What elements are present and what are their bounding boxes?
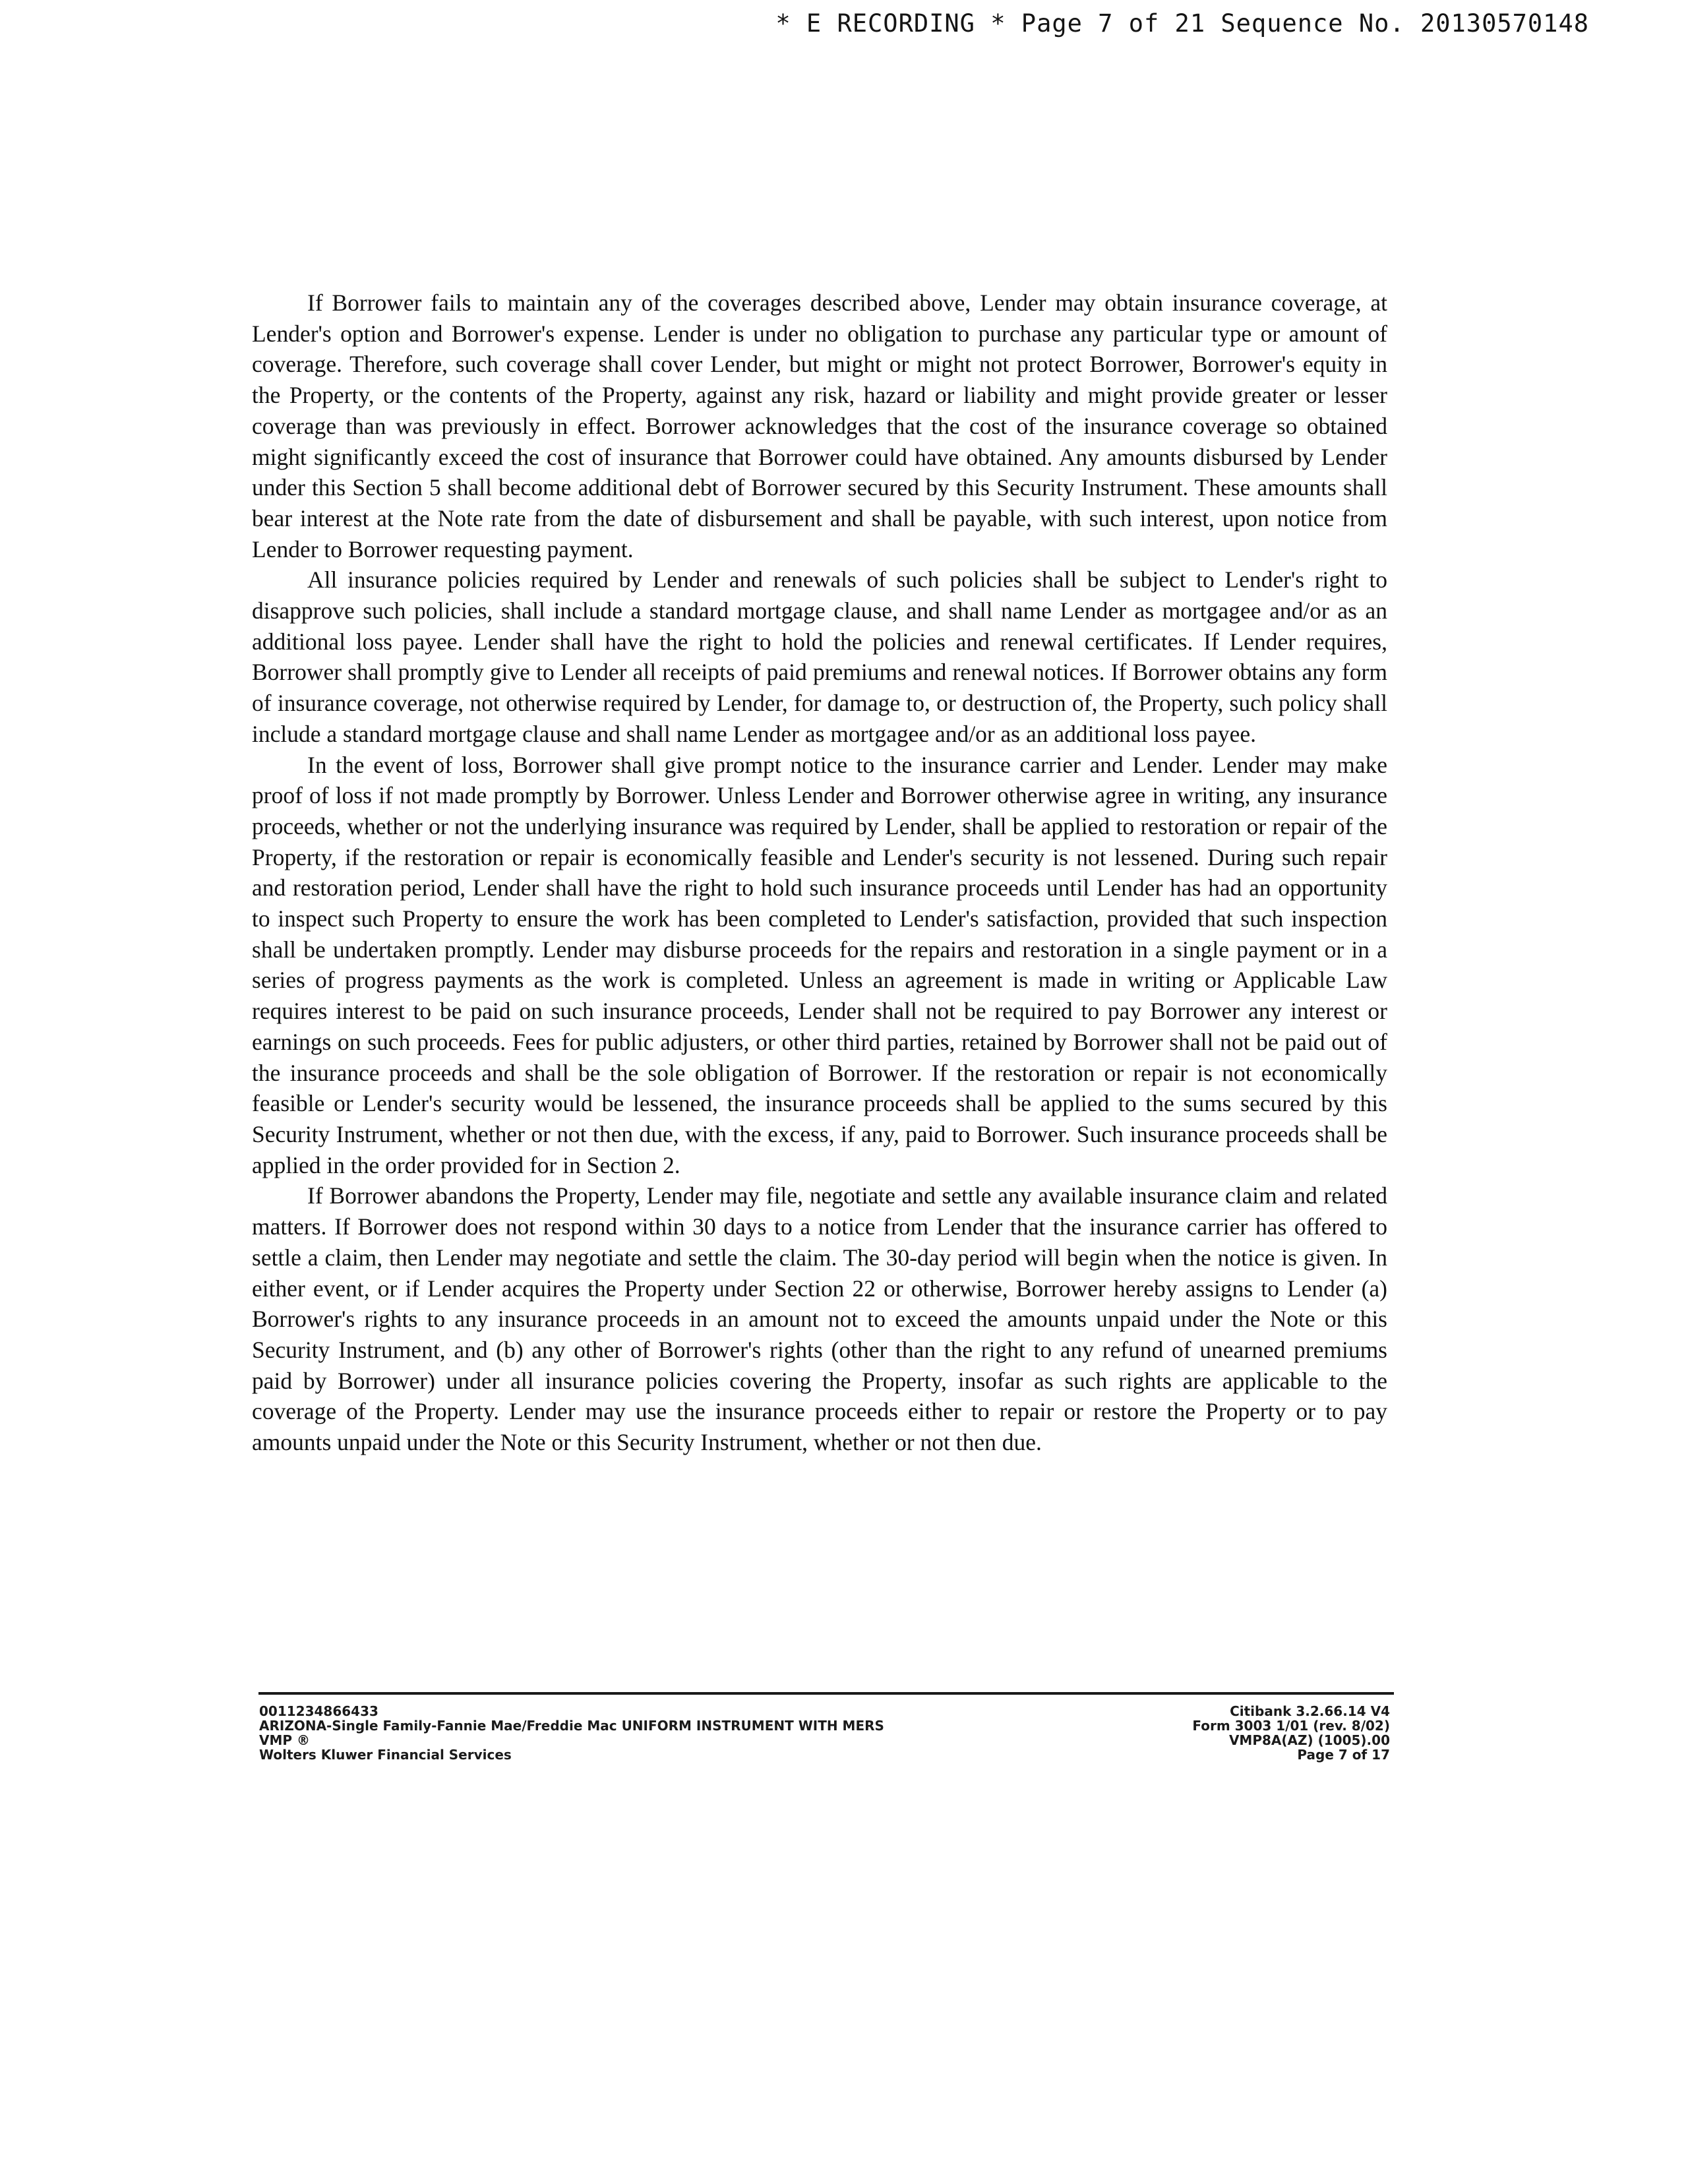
paragraph-event-of-loss: In the event of loss, Borrower shall give prompt notice to the insurance carrier and Lender. Lender may make proof of loss if not made promptly by Borrower. Unless Lender and Borrower otherwise agree in writing, any insurance proceeds, whether or not the underlying insurance was required by Lender, shall be applied to restoration or repair of the Property, if the restoration or repair is economically feasible and Lender's security is not lessened. During such repair and restoration period, Lender shall have the right to hold such insurance proceeds until Lender has had an opportunity to inspect such Property to ensure the work has been completed to Lender's satisfaction, provided that such inspection shall be undertaken promptly. Lender may disburse proceeds for the repairs and restoration in a single payment or in a series of progress payments as the work is completed. Unless an agreement is made in writing or Applicable Law requires interest to be paid on such insurance proceeds, Lender shall not be required to pay Borrower any interest or earnings on such proceeds. Fees for public adjusters, or other third parties, retained by Borrower shall not be paid out of the insurance proceeds and shall be the sole obligation of Borrower. If the restoration or repair is not economically feasible or Lender's security would be lessened, the insurance proceeds shall be applied to the sums secured by this Security Instrument, whether or not then due, with the excess, if any, paid to Borrower. Such insurance proceeds shall be applied in the order provided for in Section 2. [252, 751, 1387, 1178]
document-body [252, 288, 1387, 1458]
vmp-code: VMP8A(AZ) (1005).00 [1228, 1732, 1390, 1748]
form-title: ARIZONA-Single Family-Fannie Mae/Freddie Mac UNIFORM INSTRUMENT WITH MERS [259, 1718, 884, 1734]
footer-left-block [259, 1704, 884, 1762]
lender-version: Citibank 3.2.66.14 V4 [1230, 1703, 1390, 1719]
recording-header: * E RECORDING * Page 7 of 21 Sequence No. 20130570148 [775, 9, 1589, 38]
footer-divider [258, 1692, 1394, 1695]
paragraph-abandonment: If Borrower abandons the Property, Lender may file, negotiate and settle any available insurance claim and related matters. If Borrower does not respond within 30 days to a notice from Lender that the insurance carrier has offered to settle a claim, then Lender may negotiate and settle the claim. The 30-day period will begin when the notice is given. In either event, or if Lender acquires the Property under Section 22 or otherwise, Borrower hereby assigns to Lender (a) Borrower's rights to any insurance proceeds in an amount not to exceed the amounts unpaid under the Note or this Security Instrument, and (b) any other of Borrower's rights (other than the right to any refund of unearned premiums paid by Borrower) under all insurance policies covering the Property, insofar as such rights are applicable to the coverage of the Property. Lender may use the insurance proceeds either to repair or restore the Property or to pay amounts unpaid under the Note or this Security Instrument, whether or not then due. [252, 1182, 1387, 1456]
loan-number: 0011234866433 [259, 1703, 378, 1719]
paragraph-insurance-policies: All insurance policies required by Lender and renewals of such policies shall be subject to Lender's right to disapprove such policies, shall include a standard mortgage clause, and shall name Lender as mortgagee and/or as an additional loss payee. Lender shall have the right to hold the policies and renewal certificates. If Lender requires, Borrower shall promptly give to Lender all receipts of paid premiums and renewal notices. If Borrower obtains any form of insurance coverage, not otherwise required by Lender, for damage to, or destruction of, the Property, such policy shall include a standard mortgage clause and shall name Lender as mortgagee and/or as an additional loss payee. [252, 566, 1387, 747]
footer-right-block [1192, 1704, 1390, 1762]
paragraph-insurance-coverage: If Borrower fails to maintain any of the coverages described above, Lender may obtain insurance coverage, at Lender's option and Borrower's expense. Lender is under no obligation to purchase any particular type or amount of coverage. Therefore, such coverage shall cover Lender, but might or might not protect Borrower, Borrower's equity in the Property, or the contents of the Property, against any risk, hazard or liability and might provide greater or lesser coverage than was previously in effect. Borrower acknowledges that the cost of the insurance coverage so obtained might significantly exceed the cost of insurance that Borrower could have obtained. Any amounts disbursed by Lender under this Section 5 shall become additional debt of Borrower secured by this Security Instrument. These amounts shall bear interest at the Note rate from the date of disbursement and shall be payable, with such interest, upon notice from Lender to Borrower requesting payment. [252, 289, 1387, 562]
vmp-mark: VMP ® [259, 1732, 311, 1748]
page-number: Page 7 of 17 [1297, 1747, 1390, 1763]
publisher-name: Wolters Kluwer Financial Services [259, 1747, 512, 1763]
form-number: Form 3003 1/01 (rev. 8/02) [1192, 1718, 1390, 1734]
